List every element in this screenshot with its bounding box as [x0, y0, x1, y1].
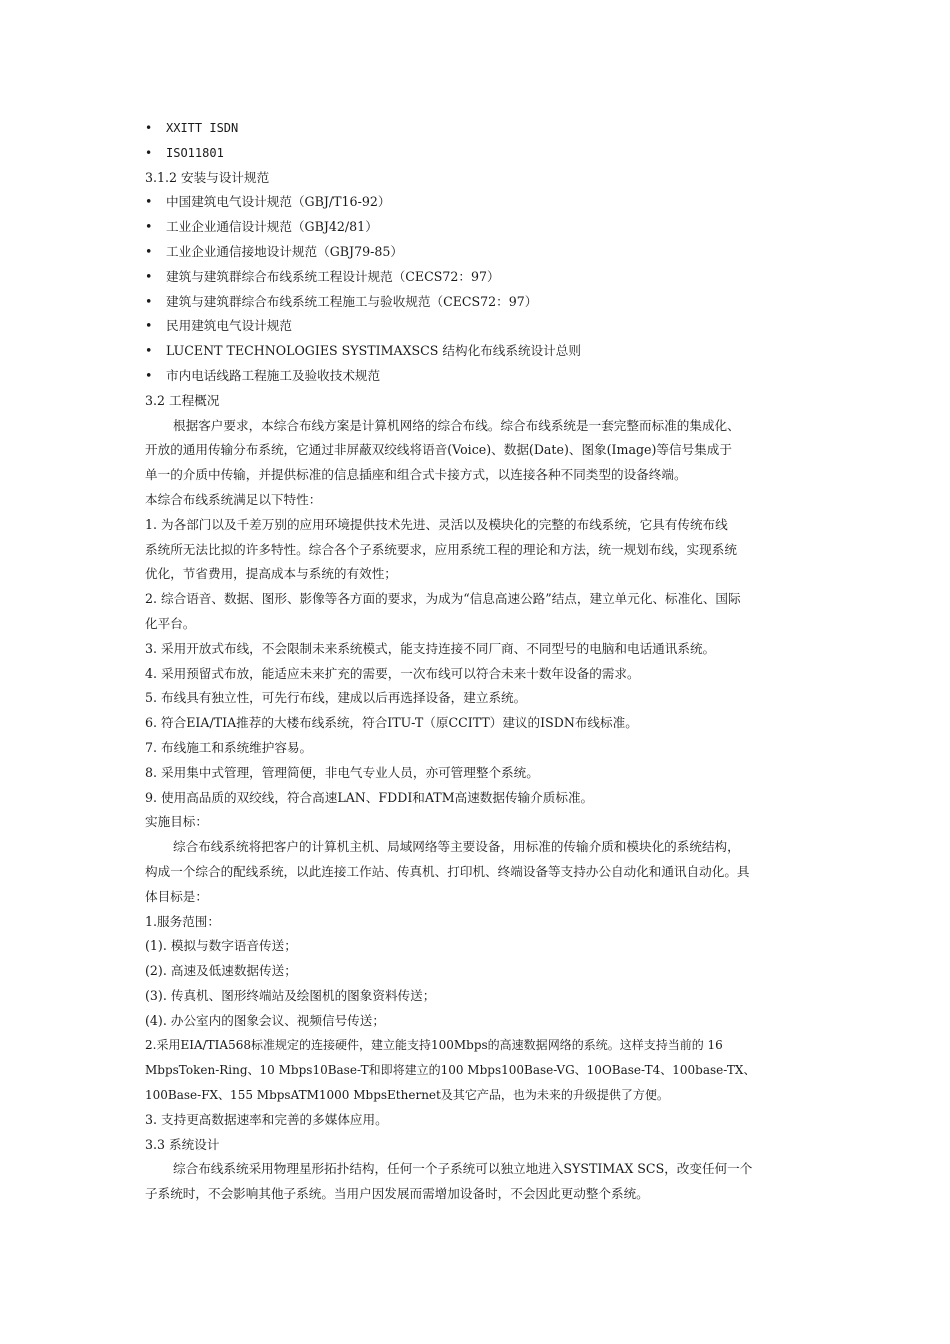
service-item: (4). 办公室内的图象会议、视频信号传送；	[145, 1012, 385, 1028]
section-heading-3-3: 3.3 系统设计	[145, 1136, 220, 1152]
std-list-2-item: • 建筑与建筑群综合布线系统工程施工与验收规范（CECS72：97）	[145, 293, 538, 309]
std-list-2-item: • 建筑与建筑群综合布线系统工程设计规范（CECS72：97）	[145, 268, 500, 284]
design-paragraph: 综合布线系统采用物理星形拓扑结构，任何一个子系统可以独立地进入SYSTIMAX SCS，改变任何一个 子系统时，不会影响其他子系统。当用户因发展而需增加设备时，不会因此更动整个系统。	[145, 1161, 753, 1202]
feature-item: 4. 采用预留式布放，能适应未来扩充的需要，一次布线可以符合未来十数年设备的需求。	[145, 665, 640, 681]
std-list-2-item: • LUCENT TECHNOLOGIES SYSTIMAXSCS 结构化布线系统设计总则	[145, 343, 581, 359]
feature-item: 9. 使用高品质的双绞线，符合高速LAN、FDDI和ATM高速数据传输介质标准。	[145, 789, 594, 805]
feature-item: 5. 布线具有独立性，可先行布线，建成以后再选择设备，建立系统。	[145, 690, 527, 706]
service-item: (3). 传真机、图形终端站及绘图机的图象资料传送；	[145, 987, 436, 1003]
service-item: (1). 模拟与数字语音传送；	[145, 938, 297, 954]
section-heading-3-2: 3.2 工程概况	[145, 392, 220, 408]
service-heading: 1.服务范围：	[145, 913, 220, 929]
std-list-1-item: • ISO11801	[145, 145, 224, 160]
feature-item: 7. 布线施工和系统维护容易。	[145, 739, 313, 755]
document-page	[145, 116, 810, 1207]
feature-item-1: 1. 为各部门以及千差万别的应用环境提供技术先进、灵活以及模块化的完整的布线系统，它具有传统布线 系统所无法比拟的许多特性。综合各个子系统要求，应用系统工程的理论和方法，统一规划布线，实现系统 优化，节省费用，提高成本与系统的有效性；	[145, 516, 737, 582]
feature-item-2: 2. 综合语音、数据、图形、影像等各方面的要求，为成为“信息高速公路”结点，建立单元化、标准化、国际 化平台。	[145, 591, 741, 631]
goal-heading: 实施目标：	[145, 814, 208, 830]
std-list-2-item: • 中国建筑电气设计规范（GBJ/T16-92）	[145, 194, 391, 210]
std-list-2-item: • 工业企业通信接地设计规范（GBJ79-85）	[145, 243, 403, 259]
std-list-2-item: • 工业企业通信设计规范（GBJ42/81）	[145, 219, 378, 235]
features-intro: 本综合布线系统满足以下特性：	[145, 491, 322, 507]
std-list-2-item: • 市内电话线路工程施工及验收技术规范	[145, 367, 381, 383]
overview-paragraph: 根据客户要求，本综合布线方案是计算机网络的综合布线。综合布线系统是一套完整而标准的集成化、 开放的通用传输分布系统，它通过非屏蔽双绞线将语音(Voice)、数据(Date)、图象(Image)等信号集成于 单一的介质中传输，并提供标准的信息插座和组合式卡接方式，以连接各种不同类型的设备终端。	[145, 417, 740, 483]
goal-paragraph: 综合布线系统将把客户的计算机主机、局域网络等主要设备，用标准的传输介质和模块化的系统结构， 构成一个综合的配线系统，以此连接工作站、传真机、打印机、终端设备等支持办公自动化和通讯自动化。具 体目标是：	[145, 839, 750, 904]
std-list-1-item: • XXITT ISDN	[145, 121, 239, 135]
section-heading-3-1-2: 3.1.2 安装与设计规范	[145, 169, 270, 185]
feature-item: 6. 符合EIA/TIA推荐的大楼布线系统，符合ITU-T（原CCITT）建议的ISDN布线标准。	[145, 715, 638, 731]
item-2-paragraph: 2.采用EIA/TIA568标准规定的连接硬件，建立能支持100Mbps的高速数据网络的系统。这样支持当前的 16 MbpsToken-Ring、10 Mbps10Base-T和即将建立的100 Mbps100Base-VG、10OBase-T4、100base-TX、 100Base-FX、155 MbpsATM1000 MbpsEthernet及其它产品，也为未来的升级提供了方便。	[145, 1038, 756, 1103]
std-list-2-item: • 民用建筑电气设计规范	[145, 318, 292, 334]
service-item: (2). 高速及低速数据传送；	[145, 963, 297, 979]
feature-item: 3. 采用开放式布线，不会限制未来系统模式，能支持连接不同厂商、不同型号的电脑和电话通讯系统。	[145, 640, 716, 656]
item-3: 3. 支持更高数据速率和完善的多媒体应用。	[145, 1111, 388, 1127]
feature-item: 8. 采用集中式管理，管理简便，非电气专业人员，亦可管理整个系统。	[145, 764, 539, 780]
